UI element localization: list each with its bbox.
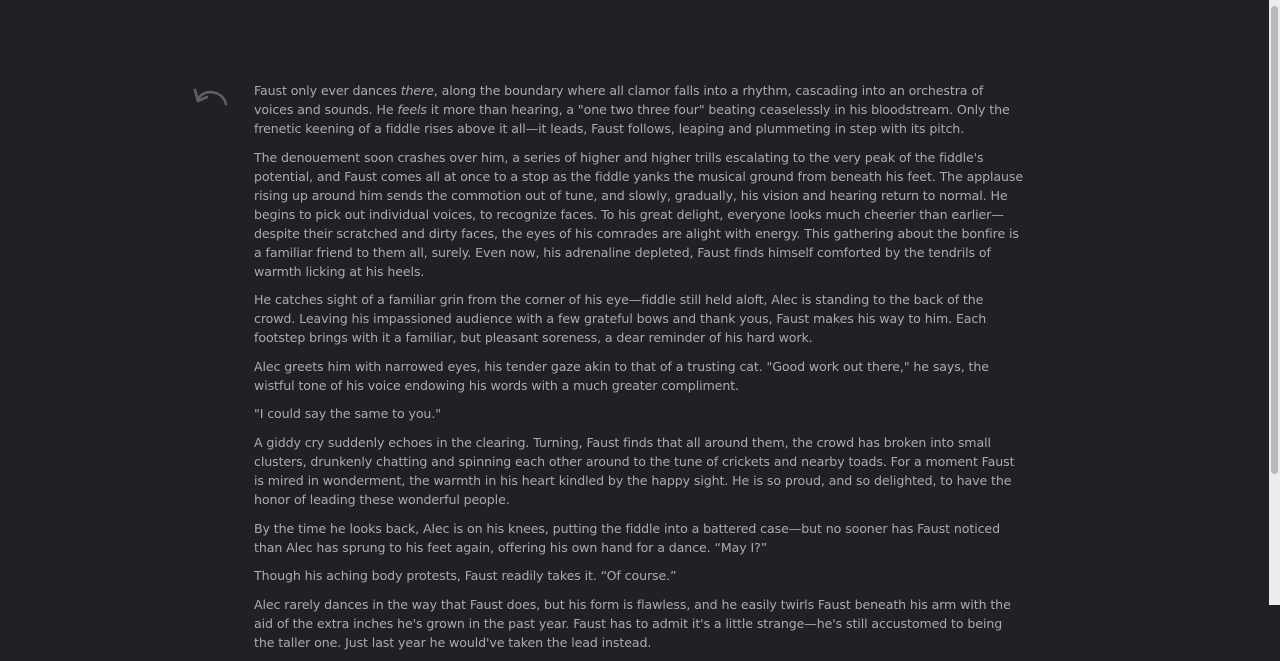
text-run: it more than hearing, a "one two three four" beating ceaselessly in his bloodstream. Only the frenetic keening of a fiddle rises above it all—it leads, Faust follows, leaping and plummeting in step with its pitch. — [254, 102, 1010, 136]
story-paragraph — [254, 357, 1024, 395]
story-paragraph — [254, 566, 1024, 585]
text-run: Though his aching body protests, Faust readily takes it. “Of course.” — [254, 568, 677, 584]
story-paragraph — [254, 433, 1024, 509]
story-paragraph — [254, 404, 1024, 423]
scrollbar-thumb[interactable] — [1271, 6, 1278, 474]
emphasis-text: there — [400, 83, 434, 98]
story-paragraph — [254, 148, 1024, 281]
vertical-scrollbar[interactable] — [1269, 0, 1280, 605]
story-paragraph — [254, 290, 1024, 347]
undo-arrow-icon — [193, 84, 229, 110]
text-run: He catches sight of a familiar grin from the corner of his eye—fiddle still held aloft, Alec is standing to the back of the crowd. Leaving his impassioned audience with a few grateful bows and thank yous, Faust makes his way to him. Each footstep brings with it a familiar, but pleasant soreness, a dear reminder of his hard work. — [254, 292, 987, 346]
story-paragraph — [254, 519, 1024, 557]
text-run: Faust only ever dances — [254, 83, 401, 98]
back-button[interactable] — [193, 84, 229, 110]
story-paragraph — [254, 595, 1024, 652]
text-run: Alec greets him with narrowed eyes, his tender gaze akin to that of a trusting cat. "Good work out there," he says, the wistful tone of his voice endowing his words with a much greater compliment. — [254, 358, 989, 393]
text-run: A giddy cry suddenly echoes in the clearing. Turning, Faust finds that all around them, the crowd has broken into small clusters, drunkenly chatting and spinning each other around to the tune of crickets and nearby toads. For a moment Faust is mired in wonderment, the warmth in his heart kindled by the happy sight. He is so proud, and so delighted, to have the honor of leading these wonderful people. — [254, 434, 1015, 507]
text-run: "I could say the same to you." — [254, 406, 441, 422]
text-run: Alec rarely dances in the way that Faust does, but his form is flawless, and he easily twirls Faust beneath his arm with the aid of the extra inches he's grown in the past year. Faust has to admit it's a little strange—he's still accustomed to being the taller one. Just last year he would've taken the lead instead. — [254, 596, 1011, 650]
text-run: The denouement soon crashes over him, a series of higher and higher trills escalating to the very peak of the fiddle's potential, and Faust comes all at once to a stop as the fiddle yanks the musical ground from beneath his feet. The applause rising up around him sends the commotion out of tune, and slowly, gradually, his vision and hearing return to normal. He begins to pick out individual voices, to recognize faces. To his great delight, everyone looks much cheerier than earlier—despite their scratched and dirty faces, the eyes of his comrades are alight with energy. This gathering about the bonfire is a familiar friend to them all, surely. Even now, his adrenaline depleted, Faust finds himself comforted by the tendrils of warmth licking at his heels. — [254, 149, 1024, 279]
story-text — [254, 81, 1024, 661]
story-paragraph — [254, 81, 1024, 138]
text-run: , along the boundary where all clamor falls into a rhythm, cascading into an orchestra of voices and sounds. He — [254, 83, 984, 117]
emphasis-text: feels — [397, 102, 427, 117]
text-run: By the time he looks back, Alec is on his knees, putting the fiddle into a battered case—but no sooner has Faust noticed than Alec has sprung to his feet again, offering his own hand for a dance. “May I?” — [254, 520, 1000, 555]
